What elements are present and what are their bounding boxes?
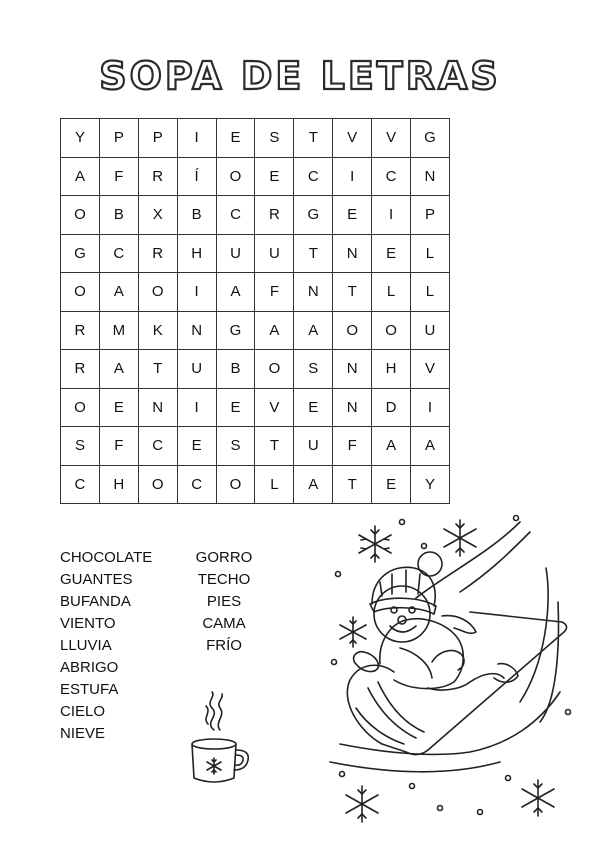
grid-cell: O xyxy=(255,350,294,389)
grid-cell: O xyxy=(61,388,100,427)
snowflake-icon xyxy=(346,786,378,822)
grid-cell: G xyxy=(61,234,100,273)
grid-cell: N xyxy=(177,311,216,350)
word-item: GORRO xyxy=(195,549,253,566)
word-item: PIES xyxy=(206,593,242,610)
grid-cell: V xyxy=(372,119,411,158)
grid-cell: S xyxy=(216,427,255,466)
grid-cell: T xyxy=(333,465,372,504)
grid-cell: T xyxy=(333,273,372,312)
grid-cell: C xyxy=(61,465,100,504)
grid-cell: S xyxy=(255,119,294,158)
grid-cell: R xyxy=(138,234,177,273)
grid-cell: C xyxy=(216,196,255,235)
grid-cell: C xyxy=(372,157,411,196)
grid-cell: Í xyxy=(177,157,216,196)
word-item: GUANTES xyxy=(60,571,133,588)
grid-cell: I xyxy=(411,388,450,427)
grid-cell: G xyxy=(216,311,255,350)
grid-cell: B xyxy=(177,196,216,235)
grid-cell: N xyxy=(333,350,372,389)
word-item: ESTUFA xyxy=(60,681,119,698)
grid-cell: O xyxy=(61,196,100,235)
word-item: NIEVE xyxy=(60,725,106,742)
grid-cell: F xyxy=(255,273,294,312)
grid-row xyxy=(61,388,450,427)
grid-cell: N xyxy=(333,388,372,427)
grid-cell: G xyxy=(411,119,450,158)
word-item: TECHO xyxy=(197,571,251,588)
word-list-column-2 xyxy=(193,547,255,657)
grid-cell: U xyxy=(216,234,255,273)
grid-cell: L xyxy=(411,234,450,273)
grid-cell: U xyxy=(177,350,216,389)
grid-cell: A xyxy=(255,311,294,350)
word-item: CAMA xyxy=(202,615,246,632)
grid-row xyxy=(61,157,450,196)
grid-cell: V xyxy=(411,350,450,389)
snowflake-icon xyxy=(444,520,476,556)
word-item: CHOCOLATE xyxy=(60,549,153,566)
grid-cell: R xyxy=(61,311,100,350)
grid-cell: L xyxy=(411,273,450,312)
grid-cell: T xyxy=(294,119,333,158)
grid-cell: B xyxy=(216,350,255,389)
grid-row xyxy=(61,465,450,504)
grid-cell: C xyxy=(177,465,216,504)
grid-cell: D xyxy=(372,388,411,427)
grid-cell: A xyxy=(294,465,333,504)
grid-cell: M xyxy=(99,311,138,350)
word-list-column-1 xyxy=(60,547,152,745)
grid-cell: N xyxy=(294,273,333,312)
snowflake-icon xyxy=(522,780,554,816)
child-sledding-illustration xyxy=(320,512,580,832)
grid-cell: C xyxy=(99,234,138,273)
grid-cell: R xyxy=(255,196,294,235)
grid-cell: R xyxy=(61,350,100,389)
grid-cell: O xyxy=(333,311,372,350)
grid-cell: I xyxy=(177,388,216,427)
grid-cell: O xyxy=(216,465,255,504)
grid-cell: R xyxy=(138,157,177,196)
word-item: BUFANDA xyxy=(60,593,131,610)
grid-cell: I xyxy=(177,119,216,158)
grid-row xyxy=(61,350,450,389)
grid-cell: E xyxy=(99,388,138,427)
grid-cell: A xyxy=(61,157,100,196)
grid-cell: A xyxy=(99,350,138,389)
grid-cell: I xyxy=(333,157,372,196)
grid-cell: O xyxy=(372,311,411,350)
grid-cell: P xyxy=(411,196,450,235)
grid-cell: L xyxy=(255,465,294,504)
snowflake-icon xyxy=(359,526,391,562)
grid-cell: L xyxy=(372,273,411,312)
grid-cell: U xyxy=(411,311,450,350)
grid-cell: P xyxy=(138,119,177,158)
word-item: VIENTO xyxy=(60,615,116,632)
grid-row xyxy=(61,234,450,273)
grid-cell: E xyxy=(372,465,411,504)
grid-cell: I xyxy=(372,196,411,235)
grid-cell: C xyxy=(294,157,333,196)
grid-cell: A xyxy=(99,273,138,312)
snowflake-icon xyxy=(340,617,366,647)
grid-cell: H xyxy=(372,350,411,389)
grid-row xyxy=(61,273,450,312)
grid-cell: N xyxy=(411,157,450,196)
grid-row xyxy=(61,427,450,466)
grid-cell: O xyxy=(61,273,100,312)
grid-cell: N xyxy=(333,234,372,273)
grid-cell: G xyxy=(294,196,333,235)
grid-cell: B xyxy=(99,196,138,235)
grid-cell: O xyxy=(138,273,177,312)
grid-cell: E xyxy=(177,427,216,466)
word-search-grid xyxy=(60,118,450,504)
grid-row xyxy=(61,311,450,350)
grid-cell: A xyxy=(372,427,411,466)
hot-chocolate-mug-icon xyxy=(186,690,256,790)
grid-cell: U xyxy=(294,427,333,466)
grid-cell: O xyxy=(138,465,177,504)
grid-cell: V xyxy=(333,119,372,158)
grid-cell: F xyxy=(99,427,138,466)
grid-cell: A xyxy=(411,427,450,466)
grid-cell: S xyxy=(294,350,333,389)
grid-cell: E xyxy=(372,234,411,273)
word-item: ABRIGO xyxy=(60,659,119,676)
grid-cell: P xyxy=(99,119,138,158)
grid-cell: Y xyxy=(61,119,100,158)
grid-cell: A xyxy=(294,311,333,350)
grid-cell: F xyxy=(99,157,138,196)
word-item: CIELO xyxy=(60,703,106,720)
grid-cell: T xyxy=(255,427,294,466)
grid-row xyxy=(61,196,450,235)
grid-cell: Y xyxy=(411,465,450,504)
grid-cell: E xyxy=(255,157,294,196)
page-title: SOPA DE LETRAS xyxy=(99,54,501,98)
grid-cell: N xyxy=(138,388,177,427)
grid-cell: A xyxy=(216,273,255,312)
grid-cell: E xyxy=(216,119,255,158)
grid-cell: T xyxy=(294,234,333,273)
grid-cell: E xyxy=(294,388,333,427)
word-item: FRÍO xyxy=(206,637,242,654)
grid-cell: X xyxy=(138,196,177,235)
grid-cell: U xyxy=(255,234,294,273)
grid-cell: S xyxy=(61,427,100,466)
grid-cell: H xyxy=(99,465,138,504)
grid-cell: H xyxy=(177,234,216,273)
grid-cell: E xyxy=(216,388,255,427)
grid-cell: C xyxy=(138,427,177,466)
grid-cell: O xyxy=(216,157,255,196)
grid-cell: T xyxy=(138,350,177,389)
grid-cell: K xyxy=(138,311,177,350)
grid-cell: V xyxy=(255,388,294,427)
grid-row xyxy=(61,119,450,158)
grid-cell: I xyxy=(177,273,216,312)
grid-cell: E xyxy=(333,196,372,235)
grid-cell: F xyxy=(333,427,372,466)
word-item: LLUVIA xyxy=(60,637,112,654)
